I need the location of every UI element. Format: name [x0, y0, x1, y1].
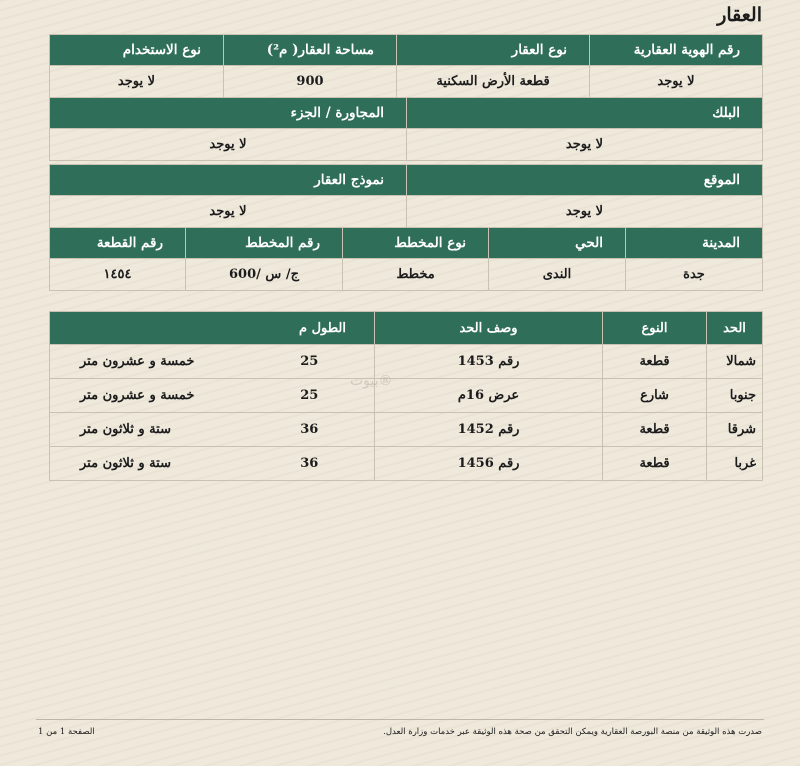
header-length: الطول م [50, 312, 375, 345]
value-property-id: لا يوجد [590, 66, 763, 98]
header-district: الحي [489, 228, 626, 259]
boundary-length-text: ستة و ثلاثون متر [50, 447, 245, 481]
boundary-length: 25 [245, 345, 375, 379]
header-property-id: رقم الهوية العقارية [590, 35, 763, 66]
table-row [50, 447, 763, 481]
header-usage-type: نوع الاستخدام [50, 35, 224, 66]
boundary-length-text: خمسة و عشرون متر [50, 345, 245, 379]
boundary-length-text: خمسة و عشرون متر [50, 379, 245, 413]
header-location: الموقع [407, 165, 763, 196]
value-plan-type: مخطط [343, 259, 489, 291]
header-boundary-type: النوع [603, 312, 707, 345]
value-usage-type: لا يوجد [50, 66, 224, 98]
property-table [49, 34, 763, 98]
boundary-side: شمالا [707, 345, 763, 379]
value-property-model: لا يوجد [50, 196, 407, 228]
boundary-length-text: ستة و ثلاثون متر [50, 413, 245, 447]
boundary-side: جنوبا [707, 379, 763, 413]
value-location: لا يوجد [407, 196, 763, 228]
boundary-type: قطعة [603, 413, 707, 447]
boundary-length: 36 [245, 447, 375, 481]
boundary-side: شرقا [707, 413, 763, 447]
value-plot-number: ١٤٥٤ [50, 259, 186, 291]
boundary-length: 36 [245, 413, 375, 447]
table-row [50, 379, 763, 413]
location-table [49, 164, 763, 228]
value-property-area: 900 [224, 66, 397, 98]
boundary-desc: عرض 16م [375, 379, 603, 413]
boundary-type: قطعة [603, 345, 707, 379]
footer-note: صدرت هذه الوثيقة من منصة البورصة العقارية ويمكن التحقق من صحة هذه الوثيقة عبر خدمات وزارة العدل. [383, 727, 762, 737]
boundary-type: قطعة [603, 447, 707, 481]
header-plan-type: نوع المخطط [343, 228, 489, 259]
footer-divider [36, 719, 764, 720]
footer-page-number: الصفحة 1 من 1 [38, 727, 95, 737]
boundary-desc: رقم 1456 [375, 447, 603, 481]
header-boundary-desc: وصف الحد [375, 312, 603, 345]
header-boundary: الحد [707, 312, 763, 345]
header-plan-number: رقم المخطط [186, 228, 343, 259]
header-property-model: نموذج العقار [50, 165, 407, 196]
header-neighborhood-part: المجاورة / الجزء [50, 98, 407, 129]
value-plan-number: ج/ س /600 [186, 259, 343, 291]
watermark-logo: بيوت® [350, 373, 393, 389]
header-property-type: نوع العقار [397, 35, 590, 66]
header-block: البلك [407, 98, 763, 129]
table-row [50, 345, 763, 379]
header-property-area: مساحة العقار( م²) [224, 35, 397, 66]
value-property-type: قطعة الأرض السكنية [397, 66, 590, 98]
header-city: المدينة [626, 228, 763, 259]
block-table [49, 97, 763, 161]
plan-table [49, 227, 763, 291]
boundary-type: شارع [603, 379, 707, 413]
value-neighborhood-part: لا يوجد [50, 129, 407, 161]
table-row [50, 413, 763, 447]
value-block: لا يوجد [407, 129, 763, 161]
header-plot-number: رقم القطعة [50, 228, 186, 259]
boundary-desc: رقم 1453 [375, 345, 603, 379]
boundary-length: 25 [245, 379, 375, 413]
value-city: جدة [626, 259, 763, 291]
section-title: العقار [717, 4, 762, 26]
boundaries-table [49, 311, 763, 481]
value-district: الندى [489, 259, 626, 291]
boundary-desc: رقم 1452 [375, 413, 603, 447]
boundary-side: غربا [707, 447, 763, 481]
